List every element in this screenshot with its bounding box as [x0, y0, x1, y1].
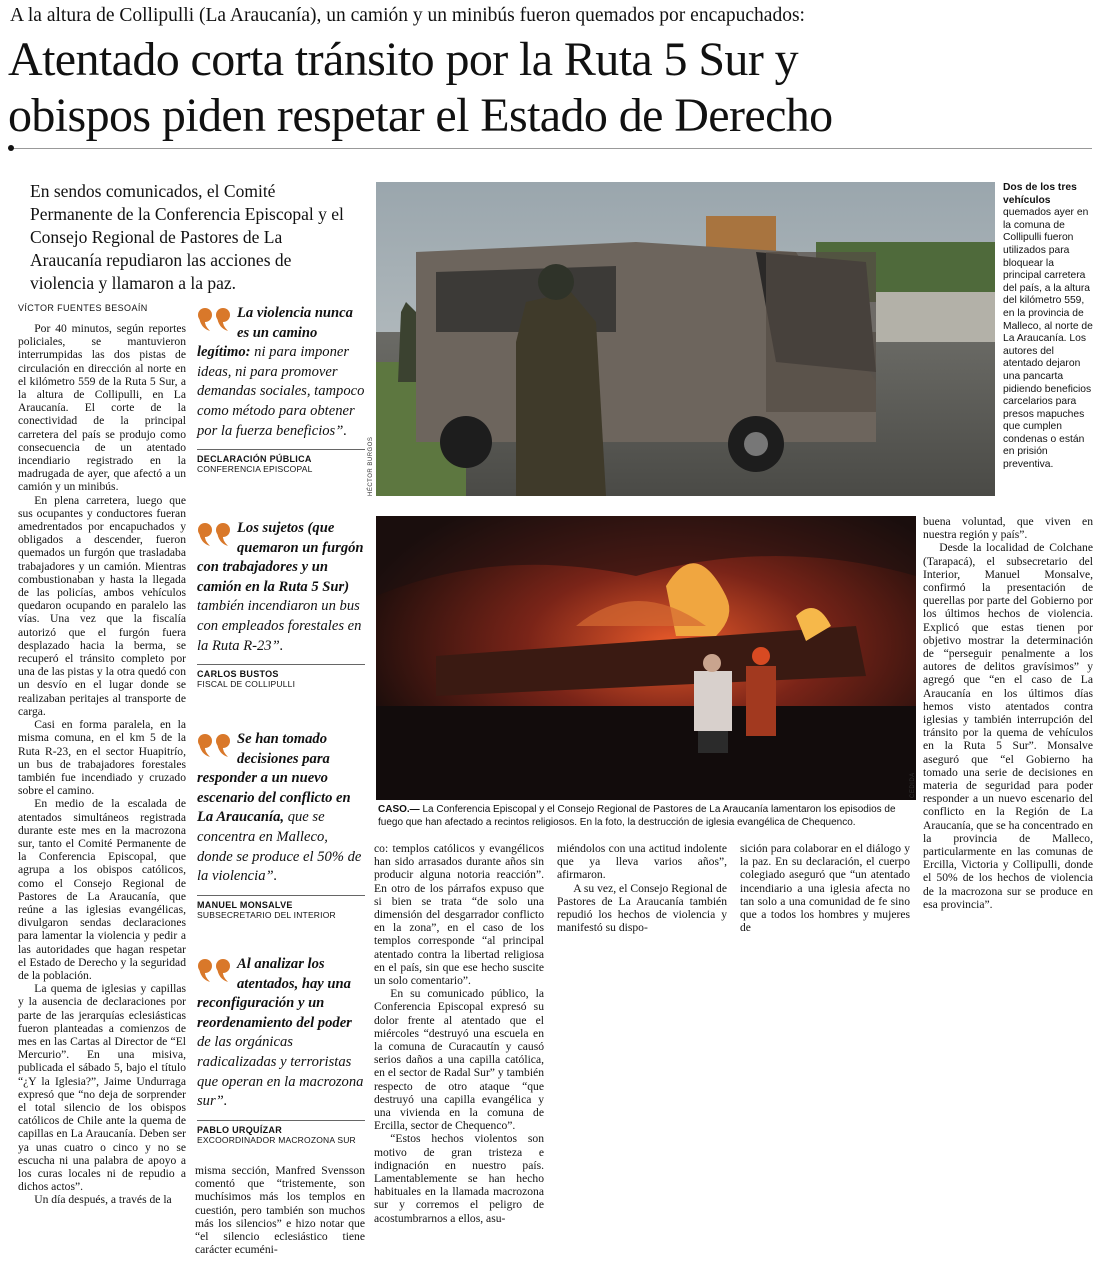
photo1-caption-text: quemados ayer en la comuna de Collipulli fueron utilizados para bloquear la principal carretera del país, a la altura del kilómetro 559, en la provincia de Malleco, al norte de La Araucanía. Los autores del atentado dejaron una pancarta pidiendo beneficios carcelarios para presos mapuches que cumplen condenas o están en prisión preventiva.	[1003, 207, 1093, 471]
photo2-caption-text: La Conferencia Episcopal y el Consejo Regional de Pastores de La Araucanía lamentaron los episodios de fuego que han afectado a recintos religiosos. En la foto, la destrucción de iglesia evangélica de Chequenco.	[378, 804, 896, 828]
headline	[8, 32, 1093, 144]
quote-author: PABLO URQUÍZAR	[197, 1124, 283, 1135]
byline: VÍCTOR FUENTES BESOAÍN	[18, 303, 148, 313]
quote-author-role: SUBSECRETARIO DEL INTERIOR	[197, 909, 336, 920]
col6-paragraph-2: Desde la localidad de Colchane (Tarapacá), el subsecretario del Interior, Manuel Monsalve, confirmó la presentación de querellas por parte del Gobierno por los últimos hechos de violencia. Explicó que estas tienen por objetivo mostrar la determinación de “perseguir penalmente a los autores de delitos gravísimos” y agregó que “en el caso de La Araucanía en los últimos días hemos visto atentados contra iglesias y también interrupción del tránsito por la quema de vehículos en la Ruta 5 Sur”. Monsalve aseguró que “el Gobierno ha tomado una serie de decisiones en materia de seguridad para poder responder a un nuevo escenario del conflicto en la Región de La Araucanía, que se ha concentrado en la provincia de Malleco, particularmente en las comunas de Ercilla, Victoria y Collipulli, donde el 50% de los hechos de violencia de la macrozona sur se produce en esa provincia”.	[923, 541, 1093, 911]
col4-paragraph-1: miéndolos con una actitud indolente que ya lleva varios años”, afirmaron.	[557, 842, 727, 882]
col3-paragraph-2: En su comunicado público, la Conferencia Episcopal expresó su dolor frente al atentado que el miércoles “destruyó una escuela en la comuna de Curacautín y causó serios daños a una capilla católica, en el sector de Radal Sur” y también respecto de otro ataque “que destruyó una capilla evangélica y una vivienda en la comuna de Ercilla, sector de Chequenco”.	[374, 987, 544, 1133]
quote-rest: también incendiaron un bus con empleados forestales en la Ruta R-23”.	[197, 598, 362, 654]
pull-quote-3	[197, 730, 365, 920]
quote-bold: Se han tomado decisiones para responder a un nuevo escenario del conflicto en La Araucanía,	[197, 731, 351, 826]
photo1-credit: HÉCTOR BURGOS	[368, 436, 374, 496]
quote-rest: ni para imponer ideas, ni para promover demandas sociales, tampoco como método para obtener por la fuerza beneficios”.	[197, 344, 365, 439]
column-1	[18, 322, 186, 1207]
quote-author: MANUEL MONSALVE	[197, 899, 293, 910]
quote-author-role: FISCAL DE COLLIPULLI	[197, 679, 296, 690]
column-5	[740, 842, 910, 934]
col1-paragraph-2: En plena carretera, luego que sus ocupantes y conductores fueran amedrentados por encapuchados y obligados a descender, fueron quemados un furgón que trasladaba trabajadores y un camión. Mientras combustionaban y hasta la llegada de las policías, ambos vehículos quedaron ocupando en paralelo las vías. Una vez que la fiscalía autorizó que el furgón fuera desplazado hacia la berma, se recuperó el tránsito completo por una de las pistas y la otra quedó con un desvío en el lugar donde se realizaban peritajes al transporte de carga.	[18, 493, 186, 718]
quote-mark-icon	[197, 957, 233, 983]
quote-mark-icon	[197, 306, 233, 332]
quote-rest: que se concentra en Malleco, donde se produce el 50% de la violencia”.	[197, 809, 362, 885]
col1-paragraph-4: En medio de la escalada de atentados simultáneos registrada durante este mes en la macrozona sur, tanto el Comité Permanente de la Conferencia Episcopal, que agrupa a los obispos católicos, como el Consejo Regional de Pastores de La Araucanía, que reúne a las iglesias evangélicas, divulgaron sendas declaraciones para lamentar la violencia y pedir a las autoridades que hagan respetar el Estado de Derecho y la seguridad de la población.	[18, 797, 186, 982]
lead-paragraph: En sendos comunicados, el Comité Permanente de la Conferencia Episcopal y el Consejo Regional de Pastores de La Araucanía repudiaron las acciones de violencia y llamaron a la paz.	[30, 181, 344, 293]
quote-rule	[197, 895, 365, 896]
col1-paragraph-1: Por 40 minutos, según reportes policiales, se mantuvieron interrumpidas las dos pistas de circulación en dirección al norte en el kilómetro 559 de la Ruta 5 Sur, a la altura de Collipulli, en La Araucanía. El corte de la conectividad de la principal carretera del país se produjo como consecuencia de un atentado incendiario registrado en la madrugada de ayer, que afectó a un camión y un minibús.	[18, 322, 186, 494]
col3-paragraph-3: “Estos hechos violentos son motivo de gran tristeza e indignación en nuestro país. Lamentablemente se han hecho habituales en la llamada macrozona sur y corremos el peligro de acostumbrarnos a ellos, asu-	[374, 1132, 544, 1225]
col1-paragraph-5: La quema de iglesias y capillas y la ausencia de declaraciones por parte de las jerarquías eclesiásticas fueron planteadas a comienzos de mes en las Cartas al Director de “El Mercurio”. En una misiva, publicada el sábado 5, bajo el título “¿Y la Iglesia?”, Jaime Undurraga expresó que “no deja de sorprender el total silencio de los obispos católicos de Chile ante la quema de capillas en La Araucanía. Deben ser ya unas cuatro o cinco y no se escucha ni una palabra de apoyo a los curas locales ni de repudio a dichos actos”.	[18, 982, 186, 1194]
kicker: A la altura de Collipulli (La Araucanía), un camión y un minibús fueron quemados por encapuchados:	[10, 5, 805, 26]
pull-quote-2	[197, 519, 365, 689]
col6-paragraph-1: buena voluntad, que viven en nuestra región y país”.	[923, 515, 1093, 542]
col1-paragraph-3: Casi en forma paralela, en la misma comuna, en el km 5 de la Ruta R-23, en el sector Huapitrío, un bus de trabajadores forestales también fue incendiado y cruzado sobre el camino.	[18, 718, 186, 798]
col4-paragraph-2: A su vez, el Consejo Regional de Pastores de La Araucanía también repudió los hechos de violencia y manifestó su dispo-	[557, 881, 727, 935]
quote-mark-icon	[197, 521, 233, 547]
quote-rule	[197, 449, 365, 450]
column-3	[374, 842, 544, 1225]
pull-quote-4	[197, 955, 365, 1145]
col1-paragraph-6: Un día después, a través de la	[34, 1193, 172, 1207]
rule-dot	[8, 145, 14, 151]
quote-bold: Al analizar los atentados, hay una reconfiguración y un reordenamiento del poder	[197, 956, 352, 1031]
col5-paragraph-1: sición para colaborar en el diálogo y la paz. En su declaración, el cuerpo colegiado aseguró que “un atentado incendiario a una iglesia afecta no tan solo a una comunidad de fe sino que a todos los hombres y mujeres de	[740, 842, 910, 935]
quote-mark-icon	[197, 732, 233, 758]
quote-text	[197, 955, 365, 1112]
col2-paragraph: misma sección, Manfred Svensson comentó que “tristemente, son muchísimos más los templos en cuestión, pero también son muchos más los silencios” e hizo notar que “el silencio eclesiástico tiene carácter ecuméni-	[195, 1164, 365, 1257]
quote-author-role: EXCOORDINADOR MACROZONA SUR	[197, 1134, 356, 1145]
burned-vehicles-photo	[376, 182, 995, 496]
quote-author-role: CONFERENCIA EPISCOPAL	[197, 464, 313, 475]
photo1-caption	[1003, 182, 1093, 472]
quote-rule	[197, 1120, 365, 1121]
quote-bold: La violencia nunca es un camino legítimo:	[197, 305, 353, 361]
column-2-continuation	[195, 1164, 365, 1256]
photo2-caption	[378, 804, 918, 830]
column-4	[557, 842, 727, 934]
quote-text	[197, 304, 365, 441]
pull-quote-1	[197, 304, 365, 474]
col3-paragraph-1: co: templos católicos y evangélicos han sido arrasados durante años sin producir alguna notoria reacción”. En otro de los párrafos expuso que si bien se trata “de solo una dimensión del desgarrador conflicto en la zona”, en el caso de los templos corresponde “al principal atentado contra la libertad religiosa en el país, sin que ese hecho suscite un solo comentario”.	[374, 842, 544, 988]
quote-text	[197, 730, 365, 887]
quote-author: DECLARACIÓN PÚBLICA	[197, 454, 312, 465]
photo1-caption-bold: Dos de los tres vehículos	[1003, 182, 1077, 206]
headline-line-1: Atentado corta tránsito por la Ruta 5 Sur y	[8, 33, 799, 86]
photo2-caption-bold: CASO.—	[378, 804, 420, 815]
church-fire-photo	[376, 516, 916, 800]
quote-author: CARLOS BUSTOS	[197, 669, 279, 680]
quote-rest: de las orgánicas radicalizadas y terroristas que operan en la macrozona sur”.	[197, 1034, 364, 1110]
photo2-credit: CEDIDA	[910, 772, 916, 798]
header-rule	[8, 148, 1092, 149]
quote-rule	[197, 664, 365, 665]
column-6	[923, 515, 1093, 911]
headline-line-2: obispos piden respetar el Estado de Derecho	[8, 89, 833, 142]
quote-text	[197, 519, 365, 656]
quote-bold: Los sujetos (que quemaron un furgón con trabajadores y un camión en la Ruta 5 Sur)	[197, 520, 364, 595]
